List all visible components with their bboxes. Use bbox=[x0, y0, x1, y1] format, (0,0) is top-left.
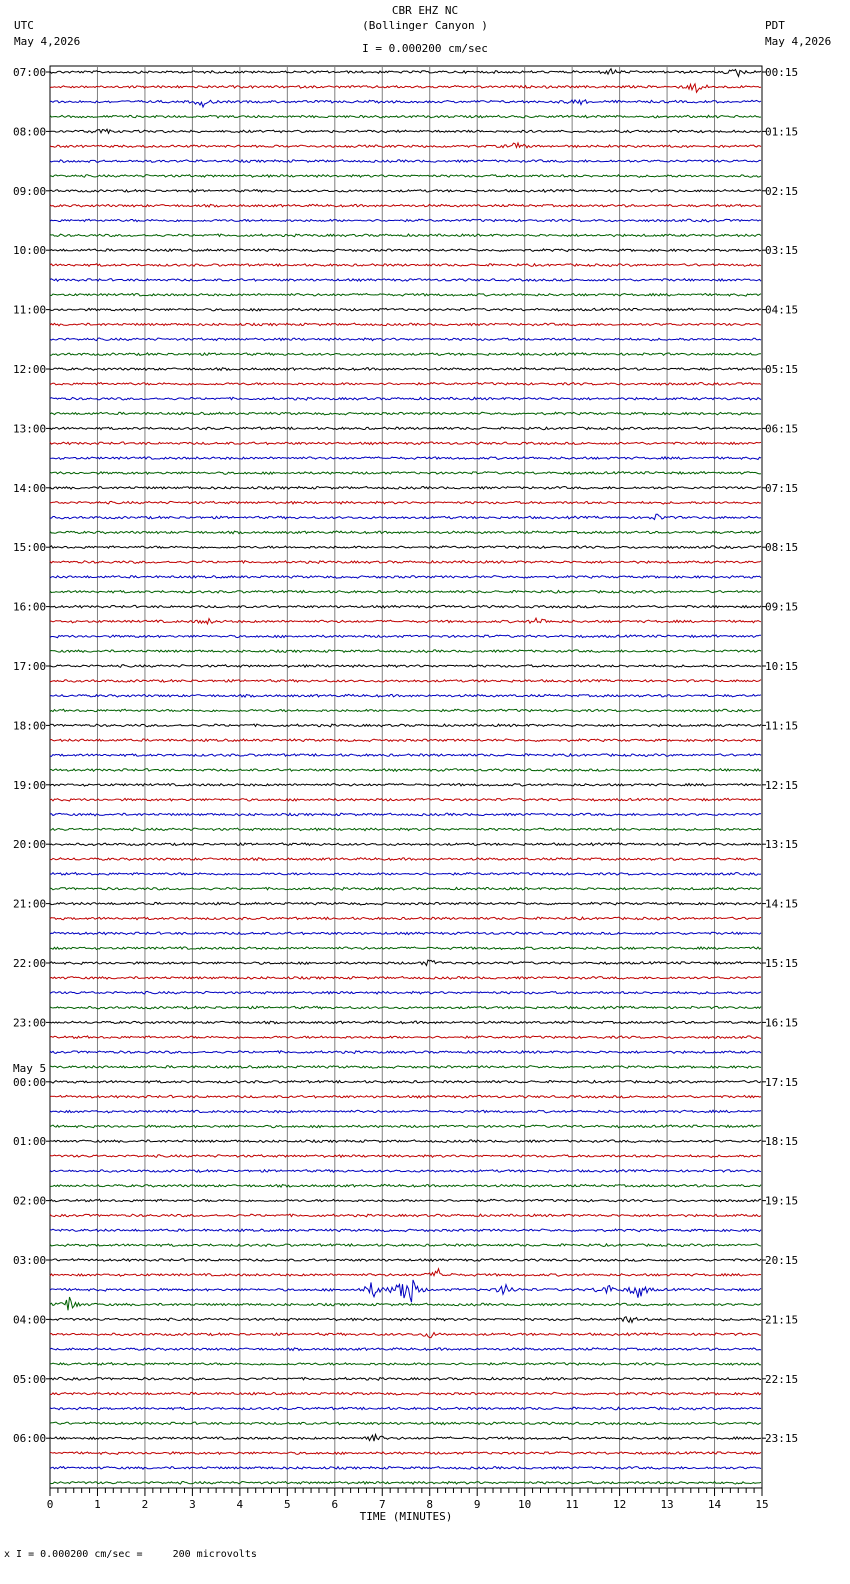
trace-line bbox=[50, 887, 761, 890]
trace-line bbox=[50, 338, 761, 341]
trace-line bbox=[50, 323, 761, 326]
trace-line bbox=[50, 605, 761, 608]
trace-line bbox=[50, 546, 761, 549]
left-timezone: UTC bbox=[14, 19, 34, 32]
trace-line bbox=[50, 709, 761, 712]
right-date: May 4,2026 bbox=[765, 35, 832, 48]
left-hour-label: 11:00 bbox=[13, 303, 47, 317]
left-hour-label: 20:00 bbox=[13, 838, 47, 852]
trace-line bbox=[50, 294, 761, 297]
trace-line bbox=[50, 368, 761, 371]
left-hour-label: 15:00 bbox=[13, 541, 47, 555]
trace-line bbox=[50, 858, 761, 861]
right-hour-label: 23:15 bbox=[765, 1432, 799, 1446]
left-hour-label: 01:00 bbox=[13, 1135, 47, 1149]
right-hour-label: 11:15 bbox=[765, 719, 799, 733]
trace-line bbox=[50, 1317, 761, 1323]
trace-line bbox=[50, 1377, 761, 1380]
x-tick-label: 9 bbox=[473, 1498, 481, 1511]
x-tick-label: 13 bbox=[660, 1498, 674, 1511]
trace-line bbox=[50, 1363, 761, 1366]
trace-line bbox=[50, 531, 761, 534]
left-hour-label: 08:00 bbox=[13, 125, 47, 139]
left-hour-label: 14:00 bbox=[13, 481, 47, 495]
right-hour-label: 19:15 bbox=[765, 1194, 799, 1208]
trace-line bbox=[50, 680, 761, 683]
trace-line bbox=[50, 249, 761, 252]
trace-line bbox=[50, 694, 761, 697]
left-hour-label: 13:00 bbox=[13, 422, 47, 436]
right-hour-label: 16:15 bbox=[765, 1016, 799, 1030]
station-title: CBR EHZ NC bbox=[391, 4, 459, 17]
trace-line bbox=[50, 828, 761, 831]
trace-line bbox=[50, 1036, 761, 1039]
right-hour-label: 14:15 bbox=[765, 897, 799, 911]
trace-line bbox=[50, 353, 761, 356]
trace-line bbox=[50, 650, 761, 653]
right-hour-label: 01:15 bbox=[765, 125, 799, 139]
right-hour-label: 10:15 bbox=[765, 660, 799, 673]
right-hour-label: 00:15 bbox=[765, 66, 799, 79]
x-tick-label: 2 bbox=[141, 1498, 149, 1511]
trace-line bbox=[50, 960, 761, 966]
trace-line bbox=[50, 1021, 761, 1024]
trace-line bbox=[50, 69, 761, 77]
scale-bar-icon: I bbox=[362, 42, 376, 55]
trace-line bbox=[50, 1229, 761, 1232]
trace-line bbox=[50, 1482, 761, 1485]
trace-line bbox=[50, 279, 761, 282]
trace-line bbox=[50, 1407, 761, 1410]
trace-line bbox=[50, 1051, 761, 1054]
trace-line bbox=[50, 487, 761, 490]
right-hour-label: 13:15 bbox=[765, 838, 799, 852]
trace-line bbox=[50, 1125, 761, 1128]
scale-value: = 0.000200 cm/sec bbox=[375, 42, 488, 55]
trace-line bbox=[50, 618, 761, 624]
trace-line bbox=[50, 234, 761, 237]
left-hour-label: 18:00 bbox=[13, 719, 47, 733]
left-hour-label: 21:00 bbox=[13, 897, 47, 911]
trace-line bbox=[50, 991, 761, 994]
left-hour-label: 12:00 bbox=[13, 363, 47, 376]
trace-line bbox=[50, 739, 761, 742]
right-hour-label: 08:15 bbox=[765, 541, 799, 555]
trace-line bbox=[50, 1081, 761, 1084]
trace-line bbox=[50, 472, 761, 475]
right-hour-label: 21:15 bbox=[765, 1313, 799, 1327]
trace-line bbox=[50, 977, 761, 980]
footer-scale-note bbox=[4, 1548, 257, 1561]
left-hour-label: 17:00 bbox=[13, 660, 47, 673]
trace-line bbox=[50, 1297, 761, 1310]
right-hour-label: 20:15 bbox=[765, 1254, 799, 1267]
left-hour-label: 05:00 bbox=[13, 1372, 47, 1386]
x-tick-label: 12 bbox=[612, 1498, 627, 1511]
footer-scale-icon: x I bbox=[4, 1549, 29, 1560]
trace-line bbox=[50, 190, 761, 193]
trace-line bbox=[50, 1199, 761, 1202]
right-hour-label: 09:15 bbox=[765, 600, 799, 614]
left-hour-label: 23:00 bbox=[13, 1016, 47, 1030]
left-hour-label: 02:00 bbox=[13, 1194, 47, 1208]
trace-line bbox=[50, 100, 761, 107]
trace-line bbox=[50, 1244, 761, 1247]
trace-line bbox=[50, 1006, 761, 1009]
trace-line bbox=[50, 1184, 761, 1187]
left-hour-label: 22:00 bbox=[13, 957, 47, 970]
trace-line bbox=[50, 427, 761, 430]
trace-line bbox=[50, 397, 761, 400]
trace-line bbox=[50, 576, 761, 579]
trace-line bbox=[50, 160, 761, 163]
x-tick-label: 0 bbox=[46, 1498, 54, 1511]
x-tick-label: 8 bbox=[426, 1498, 434, 1511]
trace-line bbox=[50, 1110, 761, 1113]
x-tick-label: 15 bbox=[755, 1498, 769, 1511]
x-tick-label: 5 bbox=[284, 1498, 291, 1511]
trace-line bbox=[50, 1170, 761, 1173]
trace-line bbox=[50, 1095, 761, 1098]
x-tick-label: 14 bbox=[707, 1498, 722, 1511]
x-tick-label: 3 bbox=[189, 1498, 196, 1511]
trace-line bbox=[50, 754, 761, 757]
right-hour-label: 05:15 bbox=[765, 363, 799, 376]
trace-line bbox=[50, 264, 761, 267]
date-change-label: May 5 bbox=[13, 1061, 47, 1075]
right-hour-label: 03:15 bbox=[765, 244, 799, 258]
trace-line bbox=[50, 1140, 761, 1143]
trace-line bbox=[50, 590, 761, 593]
trace-line bbox=[50, 724, 761, 727]
trace-line bbox=[50, 1066, 761, 1069]
x-tick-label: 6 bbox=[331, 1498, 339, 1511]
trace-line bbox=[50, 784, 761, 787]
right-hour-label: 22:15 bbox=[765, 1372, 799, 1386]
trace-line bbox=[50, 1214, 761, 1217]
left-hour-label: 07:00 bbox=[13, 66, 47, 79]
left-hour-label: 04:00 bbox=[13, 1313, 47, 1327]
right-hour-label: 12:15 bbox=[765, 778, 799, 792]
trace-line bbox=[50, 115, 761, 118]
trace-line bbox=[50, 1348, 761, 1351]
right-hour-label: 07:15 bbox=[765, 481, 799, 495]
trace-line bbox=[50, 1280, 761, 1302]
trace-line bbox=[50, 143, 761, 148]
trace-line bbox=[50, 457, 761, 460]
trace-line bbox=[50, 1467, 761, 1470]
trace-line bbox=[50, 1259, 761, 1262]
trace-line bbox=[50, 501, 761, 504]
trace-line bbox=[50, 932, 761, 935]
trace-line bbox=[50, 798, 761, 801]
trace-line bbox=[50, 769, 761, 772]
right-hour-label: 06:15 bbox=[765, 422, 799, 436]
left-hour-label: 06:00 bbox=[13, 1432, 47, 1446]
trace-line bbox=[50, 947, 761, 950]
right-timezone: PDT bbox=[765, 19, 785, 32]
trace-line bbox=[50, 843, 761, 846]
left-hour-label: 09:00 bbox=[13, 184, 47, 198]
trace-line bbox=[50, 1155, 761, 1158]
trace-line bbox=[50, 514, 761, 519]
left-hour-label: 10:00 bbox=[13, 244, 47, 258]
trace-line bbox=[50, 219, 761, 222]
trace-line bbox=[50, 917, 761, 920]
x-tick-label: 4 bbox=[236, 1498, 244, 1511]
trace-line bbox=[50, 84, 761, 92]
trace-line bbox=[50, 635, 761, 638]
trace-line bbox=[50, 813, 761, 816]
trace-line bbox=[50, 561, 761, 564]
trace-line bbox=[50, 442, 761, 445]
trace-line bbox=[50, 1452, 761, 1455]
trace-line bbox=[50, 412, 761, 415]
left-hour-label: 19:00 bbox=[13, 778, 47, 792]
footer-scale-text: = 0.000200 cm/sec = 200 microvolts bbox=[28, 1549, 257, 1560]
right-hour-label: 04:15 bbox=[765, 303, 799, 317]
trace-line bbox=[50, 873, 761, 876]
x-axis-label: TIME (MINUTES) bbox=[359, 1510, 453, 1523]
x-tick-label: 11 bbox=[565, 1498, 579, 1511]
left-hour-label: 16:00 bbox=[13, 600, 47, 614]
trace-line bbox=[50, 1422, 761, 1425]
trace-line bbox=[50, 204, 761, 207]
trace-line bbox=[50, 1392, 761, 1395]
right-hour-label: 02:15 bbox=[765, 184, 799, 198]
right-hour-label: 15:15 bbox=[765, 957, 799, 970]
x-tick-label: 7 bbox=[378, 1498, 386, 1511]
trace-line bbox=[50, 665, 761, 668]
trace-line bbox=[50, 1269, 761, 1277]
x-tick-label: 10 bbox=[518, 1498, 532, 1511]
station-subtitle: (Bollinger Canyon ) bbox=[362, 19, 488, 32]
x-tick-label: 1 bbox=[94, 1498, 101, 1511]
trace-line bbox=[50, 308, 761, 311]
trace-line bbox=[50, 1435, 761, 1442]
trace-line bbox=[50, 383, 761, 386]
right-hour-label: 17:15 bbox=[765, 1075, 799, 1089]
left-date: May 4,2026 bbox=[14, 35, 81, 48]
trace-line bbox=[50, 902, 761, 905]
left-hour-label: 03:00 bbox=[13, 1254, 47, 1267]
trace-line bbox=[50, 1333, 761, 1338]
right-hour-label: 18:15 bbox=[765, 1135, 799, 1149]
left-hour-label: 00:00 bbox=[13, 1075, 47, 1089]
trace-line bbox=[50, 175, 761, 178]
trace-line bbox=[50, 129, 761, 133]
